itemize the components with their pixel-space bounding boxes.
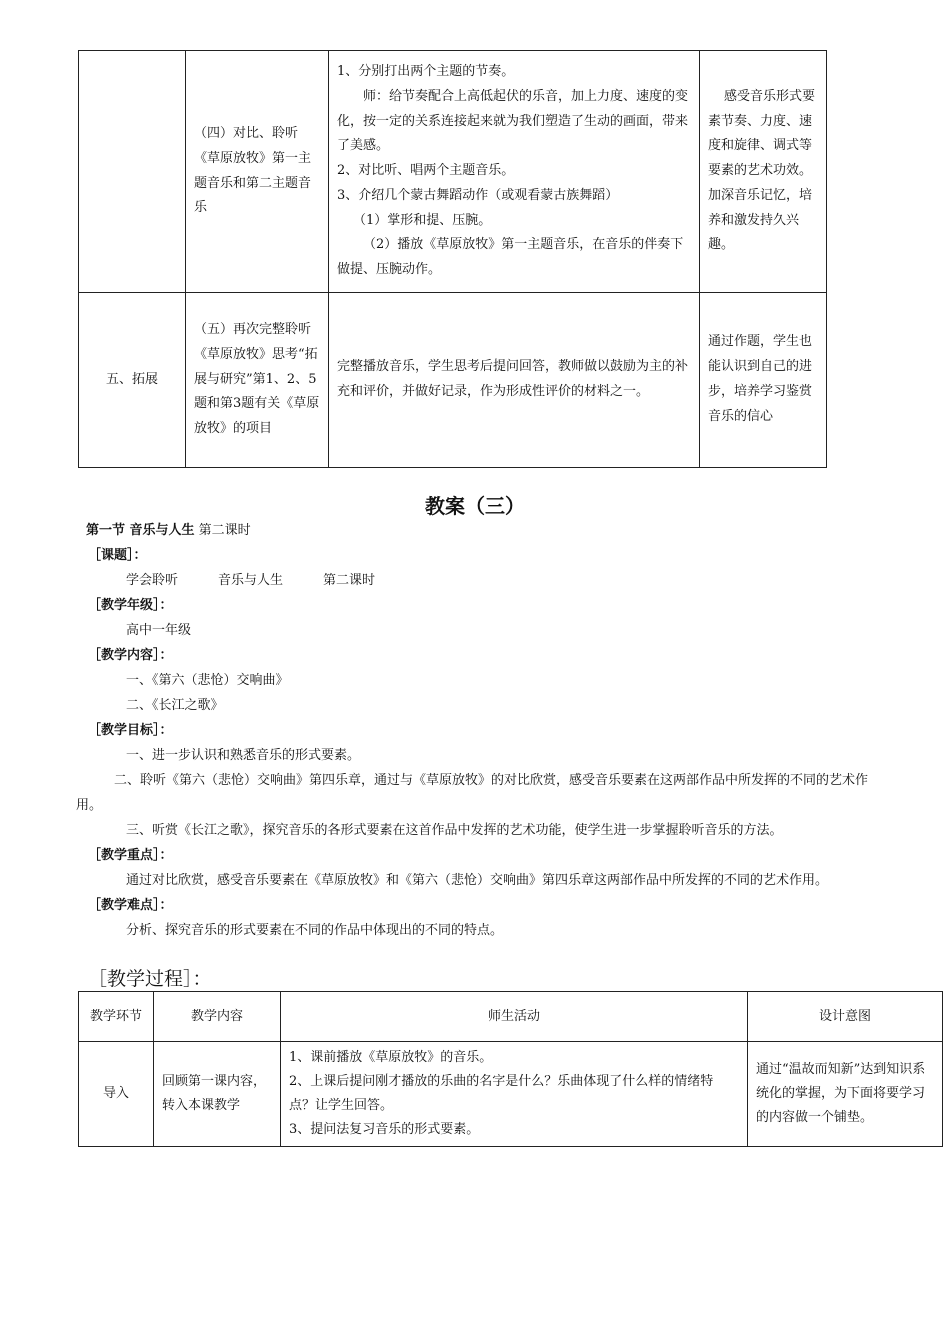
goal-item: 一、进一步认识和熟悉音乐的形式要素。 (126, 748, 361, 763)
content-item: 二、《长江之歌》 (126, 698, 224, 713)
activity-line: 师：给节奏配合上高低起伏的乐音，加上力度、速度的变化，按一定的关系连接起来就为我们塑造了生动的画面，带来了美感。 (337, 88, 689, 154)
intent-cell: 通过作题，学生也能认识到自己的进步，培养学习鉴赏音乐的信心 (700, 293, 827, 468)
grade-value: 高中一年级 (126, 623, 192, 638)
topic-line (88, 568, 878, 593)
topic-part: 第二课时 (323, 573, 376, 588)
activity-line: 完整播放音乐，学生思考后提问回答，教师做以鼓励为主的补充和评价，并做好记录，作为形成性评价的材料之一。 (337, 359, 689, 399)
table-row (79, 293, 827, 468)
process-heading: ［教学过程］： (88, 968, 212, 990)
topic-part: 音乐与人生 (218, 573, 284, 588)
column-header: 设计意图 (748, 992, 943, 1042)
content-cell: 回顾第一课内容，转入本课教学 (154, 1042, 281, 1147)
column-header: 师生活动 (281, 992, 748, 1042)
grade-heading: ［教学年级］： (88, 598, 173, 613)
activity-line: 1、分别打出两个主题的节奏。 (337, 63, 515, 79)
goals-heading: ［教学目标］： (88, 723, 173, 738)
section-label: 第一节 音乐与人生 (86, 523, 195, 538)
table-header-row (79, 992, 943, 1042)
activity-cell (329, 51, 700, 293)
key-text: 通过对比欣赏，感受音乐要素在《草原放牧》和《第六（悲怆）交响曲》第四乐章这两部作品中所发挥的不同的艺术作用。 (126, 873, 829, 888)
activity-line: 2、上课后提问刚才播放的乐曲的名字是什么？乐曲体现了什么样的情绪特点？让学生回答。 (289, 1074, 714, 1113)
topic-heading: ［课题］： (88, 548, 147, 563)
stage-cell: 五、拓展 (79, 293, 186, 468)
activity-line: 1、课前播放《草原放牧》的音乐。 (289, 1050, 493, 1065)
topic-part: 学会聆听 (126, 573, 179, 588)
activity-line: 3、提问法复习音乐的形式要素。 (289, 1122, 480, 1137)
activity-line: （2）播放《草原放牧》第一主题音乐，在音乐的伴奏下做提、压腕动作。 (337, 237, 684, 278)
activity-line: 2、对比听、唱两个主题音乐。 (337, 163, 515, 179)
intent-cell (700, 51, 827, 293)
difficulty-heading: ［教学难点］： (88, 898, 173, 913)
content-cell: （四）对比、聆听《草原放牧》第一主题音乐和第二主题音乐 (186, 51, 329, 293)
table-row (79, 51, 827, 293)
difficulty-text: 分析、探究音乐的形式要素在不同的作品中体现出的不同的特点。 (126, 923, 504, 938)
section-lesson: 第二课时 (198, 523, 251, 538)
content-item: 一、《第六（悲怆）交响曲》 (126, 673, 289, 688)
process-table (78, 991, 943, 1147)
goal-item: 三、听赏《长江之歌》，探究音乐的各形式要素在这首作品中发挥的艺术功能，使学生进一步掌握聆听音乐的方法。 (126, 823, 783, 838)
column-header: 教学环节 (79, 992, 154, 1042)
stage-cell: 导入 (79, 1042, 154, 1147)
content-heading: ［教学内容］： (88, 648, 173, 663)
activity-cell (281, 1042, 748, 1147)
intent-text: 感受音乐形式要素节奏、力度、速度和旋律、调式等要素的艺术功效。加深音乐记忆，培养和激发持久兴趣。 (708, 88, 816, 253)
goal-item: 二、聆听《第六（悲怆）交响曲》第四乐章，通过与《草原放牧》的对比欣赏，感受音乐要素在这两部作品中所发挥的不同的艺术作用。 (76, 773, 869, 813)
section-line (86, 518, 878, 543)
lesson-plan-body (76, 518, 878, 943)
column-header: 教学内容 (154, 992, 281, 1042)
content-cell: （五）再次完整聆听《草原放牧》思考“拓展与研究”第1、2、5题和第3题有关《草原放牧》的项目 (186, 293, 329, 468)
lesson-table-continued (78, 50, 827, 468)
activity-line: （1）掌形和提、压腕。 (353, 212, 492, 228)
table-row (79, 1042, 943, 1147)
activity-cell (329, 293, 700, 468)
stage-cell (79, 51, 186, 293)
key-heading: ［教学重点］： (88, 848, 173, 863)
intent-cell: 通过“温故而知新”达到知识系统化的掌握，为下面将要学习的内容做一个铺垫。 (748, 1042, 943, 1147)
page-title: 教案（三） (425, 494, 525, 518)
activity-line: 3、介绍几个蒙古舞蹈动作（或观看蒙古族舞蹈） (337, 187, 619, 203)
